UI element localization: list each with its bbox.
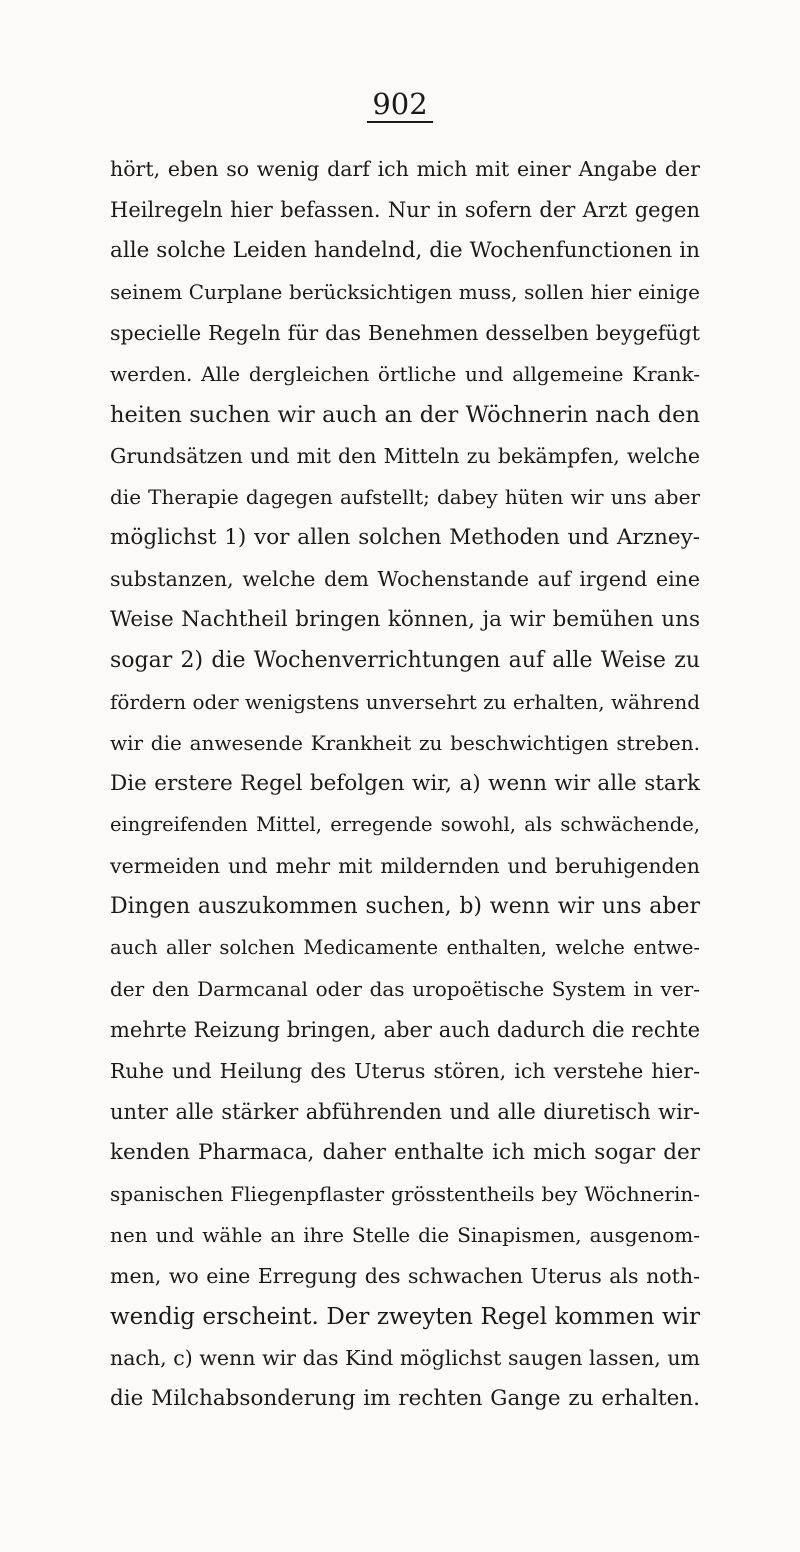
text-line: fördern oder wenigstens unversehrt zu erhalten, während <box>110 690 700 714</box>
text-line: eingreifenden Mittel, erregende sowohl, als schwächende, <box>110 813 700 836</box>
text-line: wir die anwesende Krankheit zu beschwichtigen streben. <box>110 731 700 755</box>
text-line: Dingen auszukommen suchen, b) wenn wir uns aber <box>110 894 700 919</box>
text-line: hört, eben so wenig darf ich mich mit einer Angabe der <box>110 157 700 181</box>
text-line: die Milchabsonderung im rechten Gange zu erhalten. <box>110 1386 700 1411</box>
text-line: specielle Regeln für das Benehmen desselben beygefügt <box>110 321 700 345</box>
text-line: unter alle stärker abführenden und alle diuretisch wir- <box>110 1100 700 1124</box>
text-line: substanzen, welche dem Wochenstande auf irgend eine <box>110 567 700 591</box>
text-line: der den Darmcanal oder das uropoëtische System in ver- <box>110 977 700 1001</box>
text-line: men, wo eine Erregung des schwachen Uterus als noth- <box>110 1264 700 1288</box>
text-line: Heilregeln hier befassen. Nur in sofern der Arzt gegen <box>110 198 700 222</box>
text-line: Grundsätzen und mit den Mitteln zu bekämpfen, welche <box>110 444 700 468</box>
text-line: die Therapie dagegen aufstellt; dabey hüten wir uns aber <box>110 485 700 509</box>
text-line: wendig erscheint. Der zweyten Regel kommen wir <box>110 1304 700 1330</box>
text-line: möglichst 1) vor allen solchen Methoden und Arzney- <box>110 525 700 550</box>
text-line: auch aller solchen Medicamente enthalten, welche entwe- <box>110 936 700 959</box>
text-line: Die erstere Regel befolgen wir, a) wenn wir alle stark <box>110 771 700 796</box>
text-line: Ruhe und Heilung des Uterus stören, ich verstehe hier- <box>110 1059 700 1083</box>
text-line: spanischen Fliegenpflaster grösstentheils bey Wöchnerin- <box>110 1182 700 1206</box>
text-line: Weise Nachtheil bringen können, ja wir bemühen uns <box>110 607 700 632</box>
page-number-rule <box>367 121 433 123</box>
text-line: seinem Curplane berücksichtigen muss, sollen hier einige <box>110 280 700 304</box>
text-line: nach, c) wenn wir das Kind möglichst saugen lassen, um <box>110 1346 700 1370</box>
page-number: 902 <box>372 87 428 121</box>
text-line: mehrte Reizung bringen, aber auch dadurch die rechte <box>110 1018 700 1042</box>
text-line: werden. Alle dergleichen örtliche und allgemeine Krank- <box>110 362 700 386</box>
text-line: heiten suchen wir auch an der Wöchnerin nach den <box>110 402 700 428</box>
text-line: kenden Pharmaca, daher enthalte ich mich sogar der <box>110 1140 700 1165</box>
text-line: alle solche Leiden handelnd, die Wochenfunctionen in <box>110 238 700 263</box>
text-line: nen und wähle an ihre Stelle die Sinapismen, ausgenom- <box>110 1223 700 1247</box>
body-text <box>0 150 800 1510</box>
text-line: sogar 2) die Wochenverrichtungen auf alle Weise zu <box>110 648 700 673</box>
text-line: vermeiden und mehr mit mildernden und beruhigenden <box>110 854 700 878</box>
